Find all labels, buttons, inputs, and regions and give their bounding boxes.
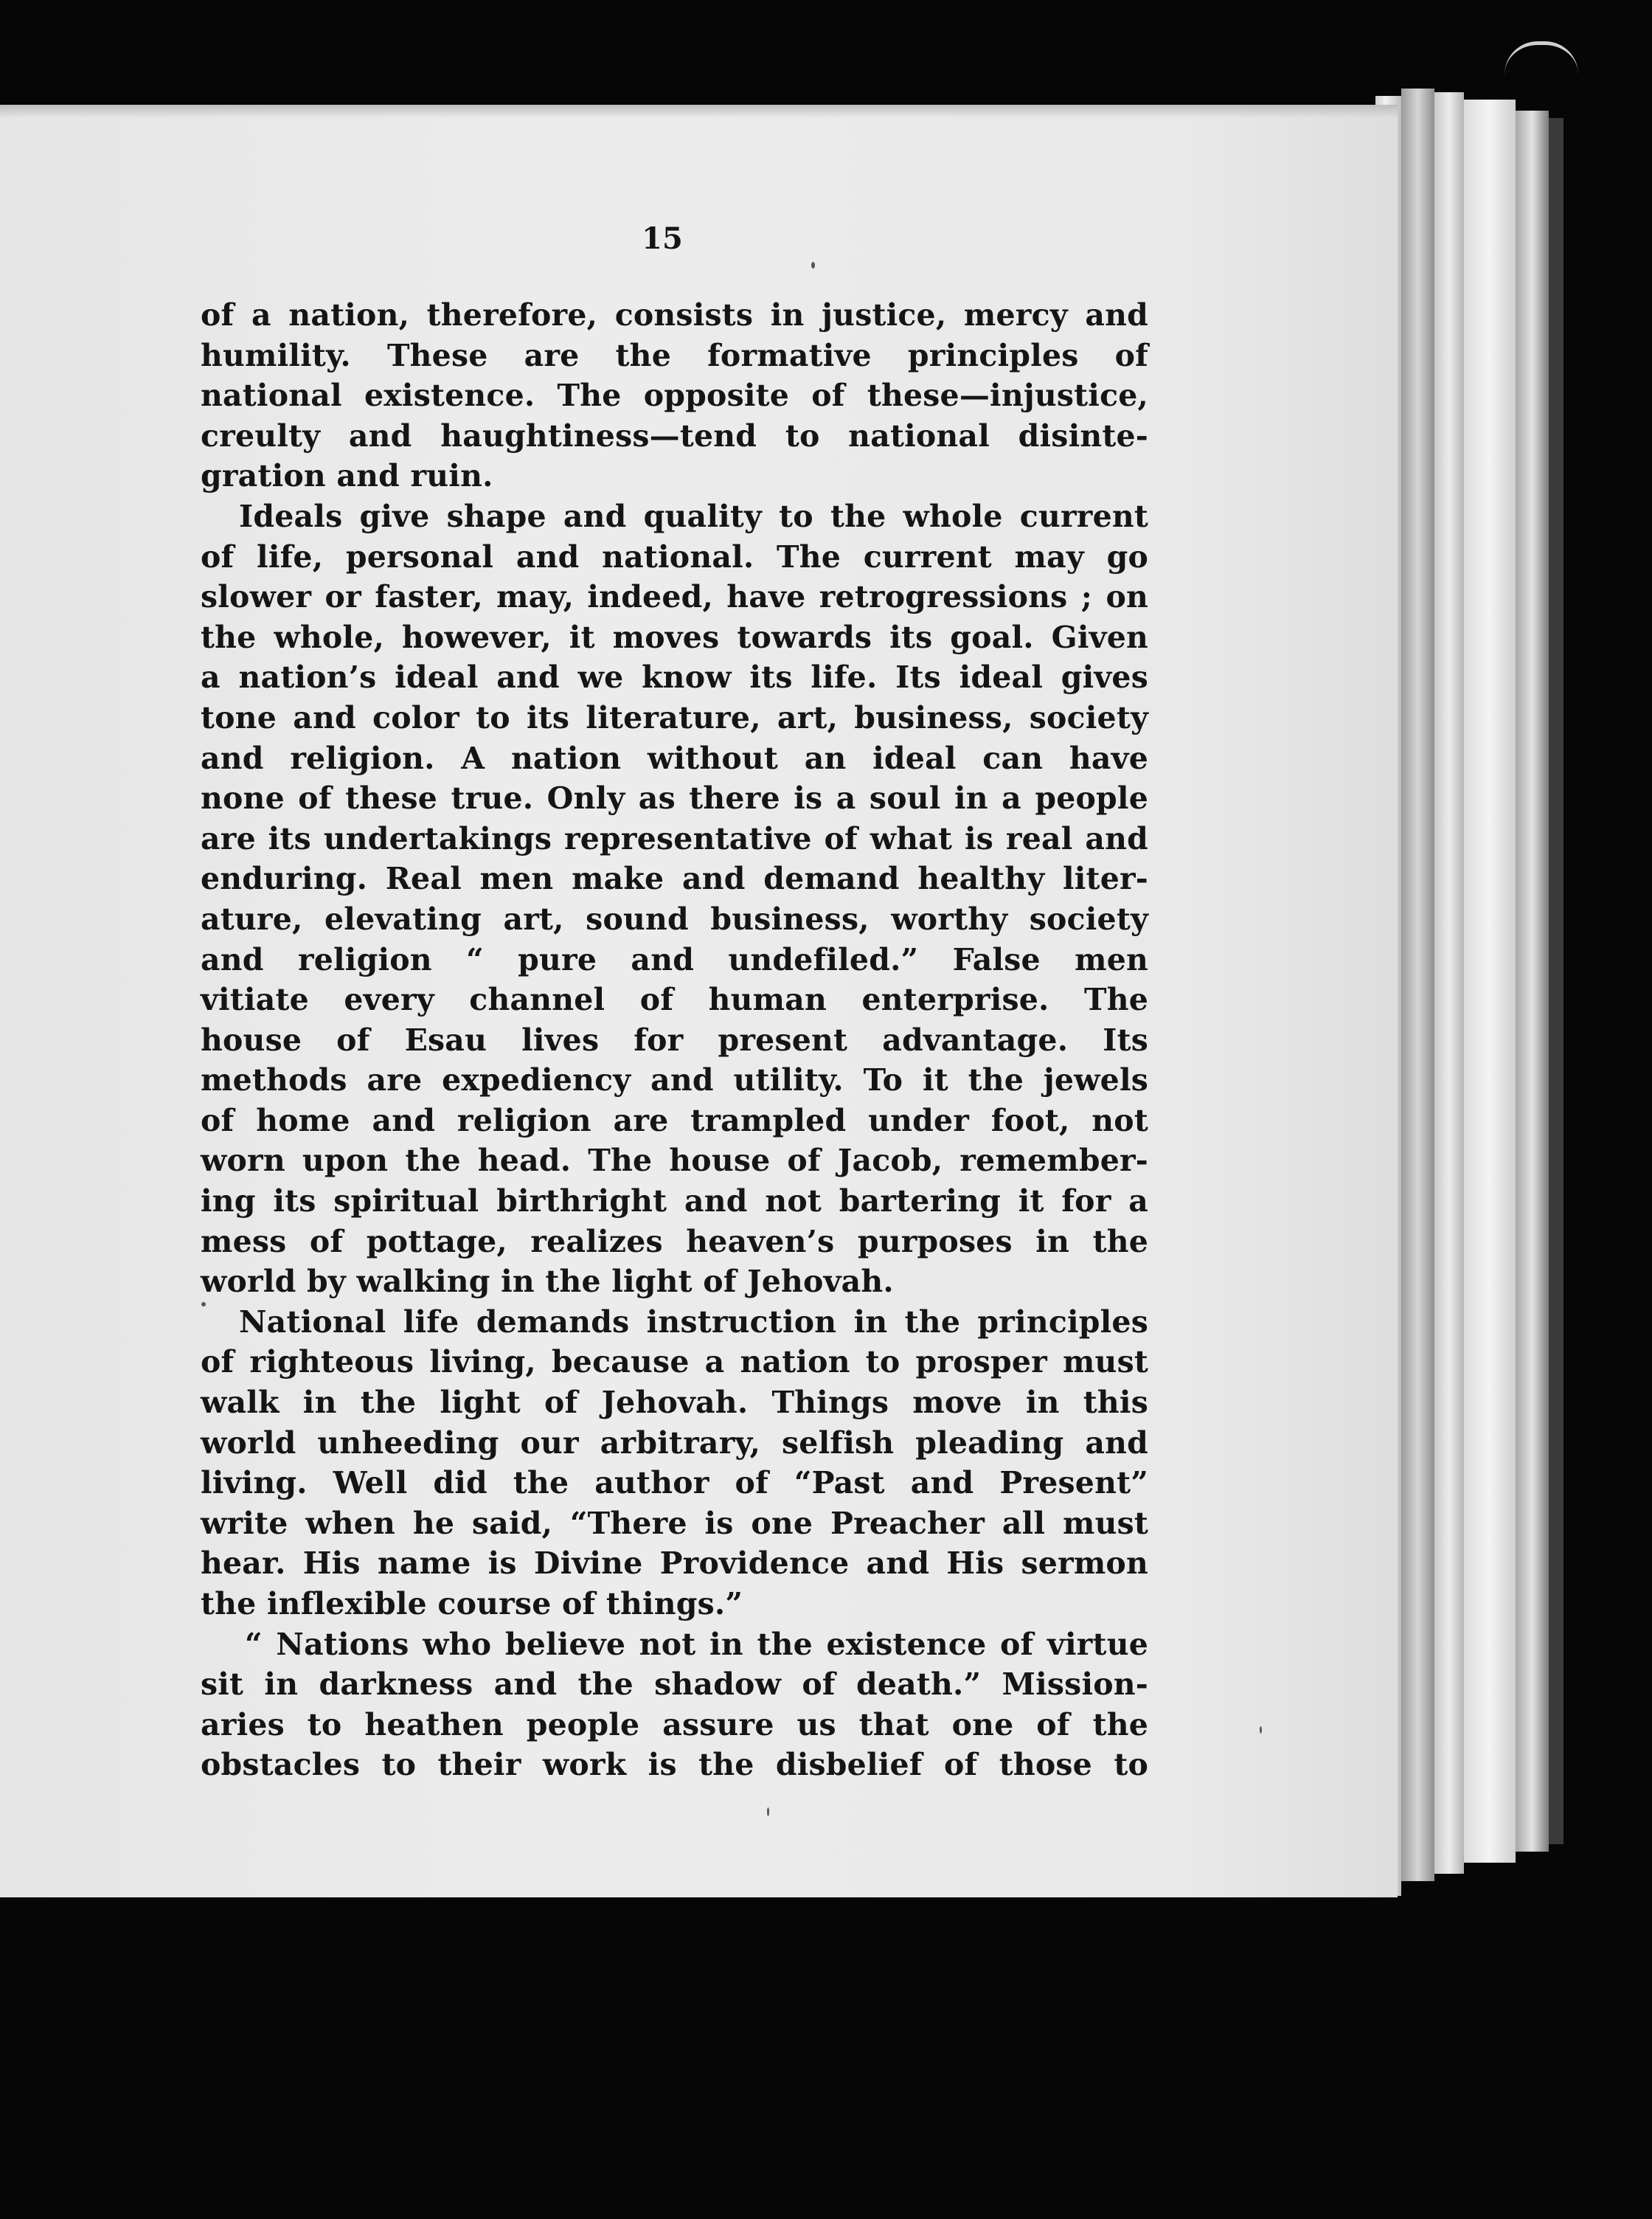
dust-speck [811, 262, 815, 269]
text-line: the inflexible course of things.” [201, 1586, 743, 1621]
text-line: are its undertakings representative of what is real and [201, 820, 1148, 856]
text-line: methods are expediency and utility. To it the jewels [201, 1062, 1148, 1098]
body-text [201, 295, 1148, 1785]
text-line: of a nation, therefore, consists in justice, mercy and [201, 297, 1148, 333]
text-line: tone and color to its literature, art, business, society [201, 699, 1148, 735]
text-line: “ Nations who believe not in the existence of virtue [245, 1626, 1148, 1662]
dust-speck [767, 1807, 769, 1816]
page-stack-edge [1464, 100, 1516, 1863]
text-line: aries to heathen people assure us that one of the [201, 1706, 1148, 1742]
text-line: slower or faster, may, indeed, have retrogressions ; on [201, 579, 1148, 615]
text-line: National life demands instruction in the principles [239, 1304, 1148, 1340]
text-line: obstacles to their work is the disbelief of those to [201, 1747, 1148, 1783]
page-stack-edge [1549, 118, 1564, 1844]
text-line: the whole, however, it moves towards its goal. Given [201, 619, 1148, 655]
dust-speck [1260, 1726, 1262, 1734]
text-line: hear. His name is Divine Providence and His sermon [201, 1545, 1148, 1582]
text-line: world unheeding our arbitrary, selfish pleading and [201, 1424, 1148, 1461]
text-line: of life, personal and national. The current may go [201, 539, 1148, 575]
text-line: creulty and haughtiness—tend to national disinte- [201, 418, 1148, 454]
page-stack-edge [1401, 89, 1434, 1881]
text-line: of righteous living, because a nation to prosper must [201, 1344, 1148, 1380]
text-line: write when he said, “There is one Preacher all must [201, 1505, 1148, 1541]
page-stack-edge [1516, 111, 1549, 1852]
text-line: and religion. A nation without an ideal can have [201, 740, 1148, 776]
text-line: none of these true. Only as there is a soul in a people [201, 780, 1148, 817]
text-line: living. Well did the author of “Past and Present” [201, 1465, 1148, 1501]
text-line: house of Esau lives for present advantage. Its [201, 1022, 1148, 1058]
text-line: ature, elevating art, sound business, worthy society [201, 901, 1148, 937]
text-line: ing its spiritual birthright and not bartering it for a [201, 1183, 1148, 1219]
text-line: national existence. The opposite of these—injustice, [201, 378, 1148, 414]
text-line: gration and ruin. [201, 458, 493, 494]
text-line: world by walking in the light of Jehovah. [201, 1264, 894, 1300]
text-line: Ideals give shape and quality to the whole current [239, 498, 1148, 534]
text-line: worn upon the head. The house of Jacob, remember- [201, 1143, 1148, 1179]
text-line: vitiate every channel of human enterprise. The [201, 982, 1148, 1018]
text-line: mess of pottage, realizes heaven’s purposes in the [201, 1223, 1148, 1259]
corner-mark [1504, 41, 1578, 75]
text-line: walk in the light of Jehovah. Things move in this [201, 1385, 1148, 1421]
text-line: enduring. Real men make and demand healthy liter- [201, 861, 1148, 897]
text-line: sit in darkness and the shadow of death.” Mission- [201, 1666, 1148, 1703]
page-stack-edge [1434, 92, 1464, 1874]
page-shadow [0, 105, 1398, 118]
text-line: and religion “ pure and undefiled.” False men [201, 941, 1148, 977]
text-line: a nation’s ideal and we know its life. Its ideal gives [201, 660, 1148, 696]
text-line: of home and religion are trampled under foot, not [201, 1102, 1148, 1138]
text-line: humility. These are the formative principles of [201, 337, 1148, 373]
page-number: 15 [642, 221, 683, 256]
